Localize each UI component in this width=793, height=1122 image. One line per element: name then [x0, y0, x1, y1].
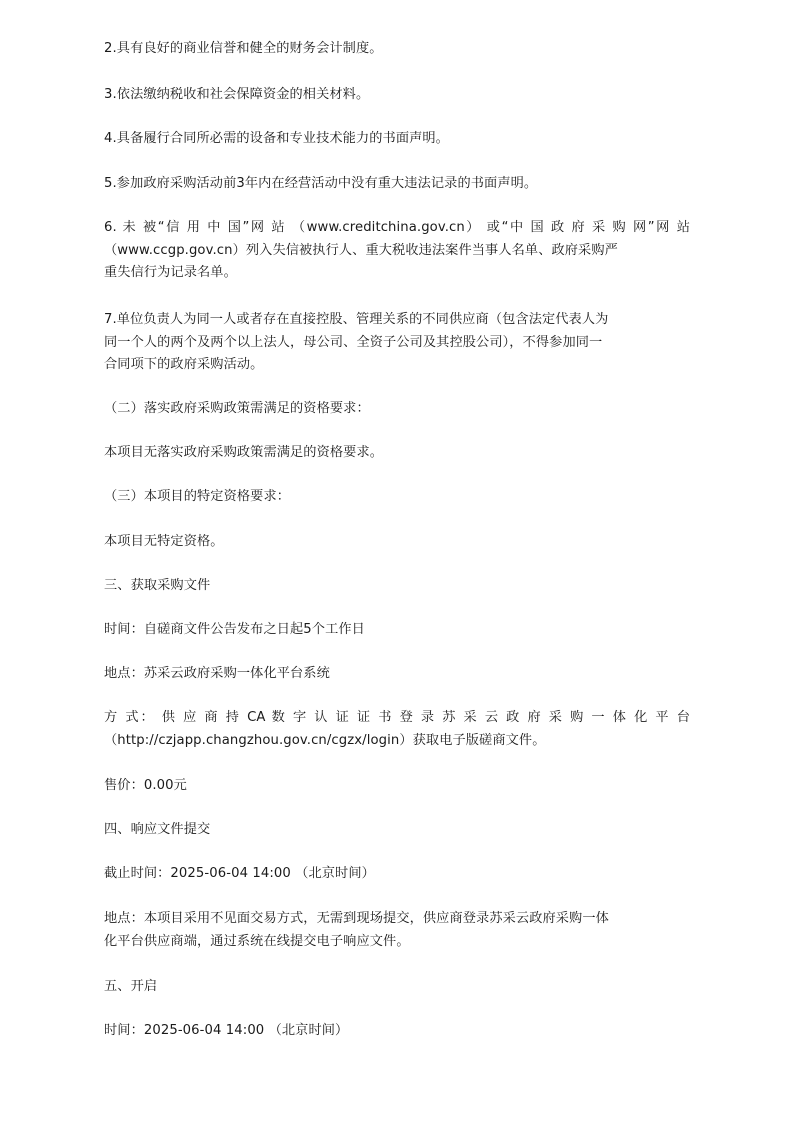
submission-place: [104, 908, 690, 953]
qualification-item-6-line-2: （www.ccgp.gov.cn）列入失信被执行人、重大税收违法案件当事人名单、政府采购严: [104, 242, 618, 258]
obtain-documents-method-line-2: （http://czjapp.changzhou.gov.cn/cgzx/login）获取电子版磋商文件。: [104, 732, 546, 748]
opening-heading: 五、开启: [104, 979, 158, 994]
obtain-documents-time: 时间：自磋商文件公告发布之日起5个工作日: [104, 622, 365, 637]
qualification-item-2: 2.具有良好的商业信誉和健全的财务会计制度。: [104, 41, 383, 56]
qualification-item-5: 5.参加政府采购活动前3年内在经营活动中没有重大违法记录的书面声明。: [104, 176, 538, 191]
obtain-documents-price: 售价：0.00元: [104, 778, 187, 793]
qualification-item-7-line-2: 同一个人的两个及两个以上法人，母公司、全资子公司及其控股公司），不得参加同一: [104, 334, 603, 350]
obtain-documents-place: 地点：苏采云政府采购一体化平台系统: [104, 666, 330, 681]
policy-requirements-content: 本项目无落实政府采购政策需满足的资格要求。: [104, 445, 384, 460]
obtain-documents-method: [104, 707, 690, 752]
submission-heading: 四、响应文件提交: [104, 822, 211, 837]
specific-requirements-content: 本项目无特定资格。: [104, 534, 224, 549]
obtain-documents-heading: 三、获取采购文件: [104, 578, 211, 593]
qualification-item-6: [104, 217, 690, 285]
qualification-item-4: 4.具备履行合同所必需的设备和专业技术能力的书面声明。: [104, 131, 449, 146]
opening-time: 时间：2025-06-04 14:00 （北京时间）: [104, 1023, 349, 1038]
qualification-item-7-line-3: 合同项下的政府采购活动。: [104, 357, 264, 372]
qualification-item-7-line-1: 7.单位负责人为同一人或者存在直接控股、管理关系的不同供应商（包含法定代表人为: [104, 312, 609, 327]
qualification-item-6-line-1: 6. 未 被“信 用 中 国”网 站 （www.creditchina.gov.cn） 或“中 国 政 府 采 购 网”网 站: [104, 220, 690, 235]
policy-requirements-heading: （二）落实政府采购政策需满足的资格要求：: [104, 401, 370, 416]
qualification-item-3: 3.依法缴纳税收和社会保障资金的相关材料。: [104, 87, 370, 102]
qualification-item-7: [104, 309, 690, 377]
submission-deadline: 截止时间：2025-06-04 14:00 （北京时间）: [104, 866, 375, 881]
specific-requirements-heading: （三）本项目的特定资格要求：: [104, 489, 291, 504]
qualification-item-6-line-3: 重失信行为记录名单。: [104, 265, 237, 280]
obtain-documents-method-line-1: 方 式： 供 应 商 持 CA 数 字 认 证 证 书 登 录 苏 采 云 政 府 采 购 一 体 化 平 台: [104, 710, 690, 725]
submission-place-line-2: 化平台供应商端，通过系统在线提交电子响应文件。: [104, 933, 410, 949]
submission-place-line-1: 地点：本项目采用不见面交易方式，无需到现场提交，供应商登录苏采云政府采购一体: [104, 911, 609, 926]
